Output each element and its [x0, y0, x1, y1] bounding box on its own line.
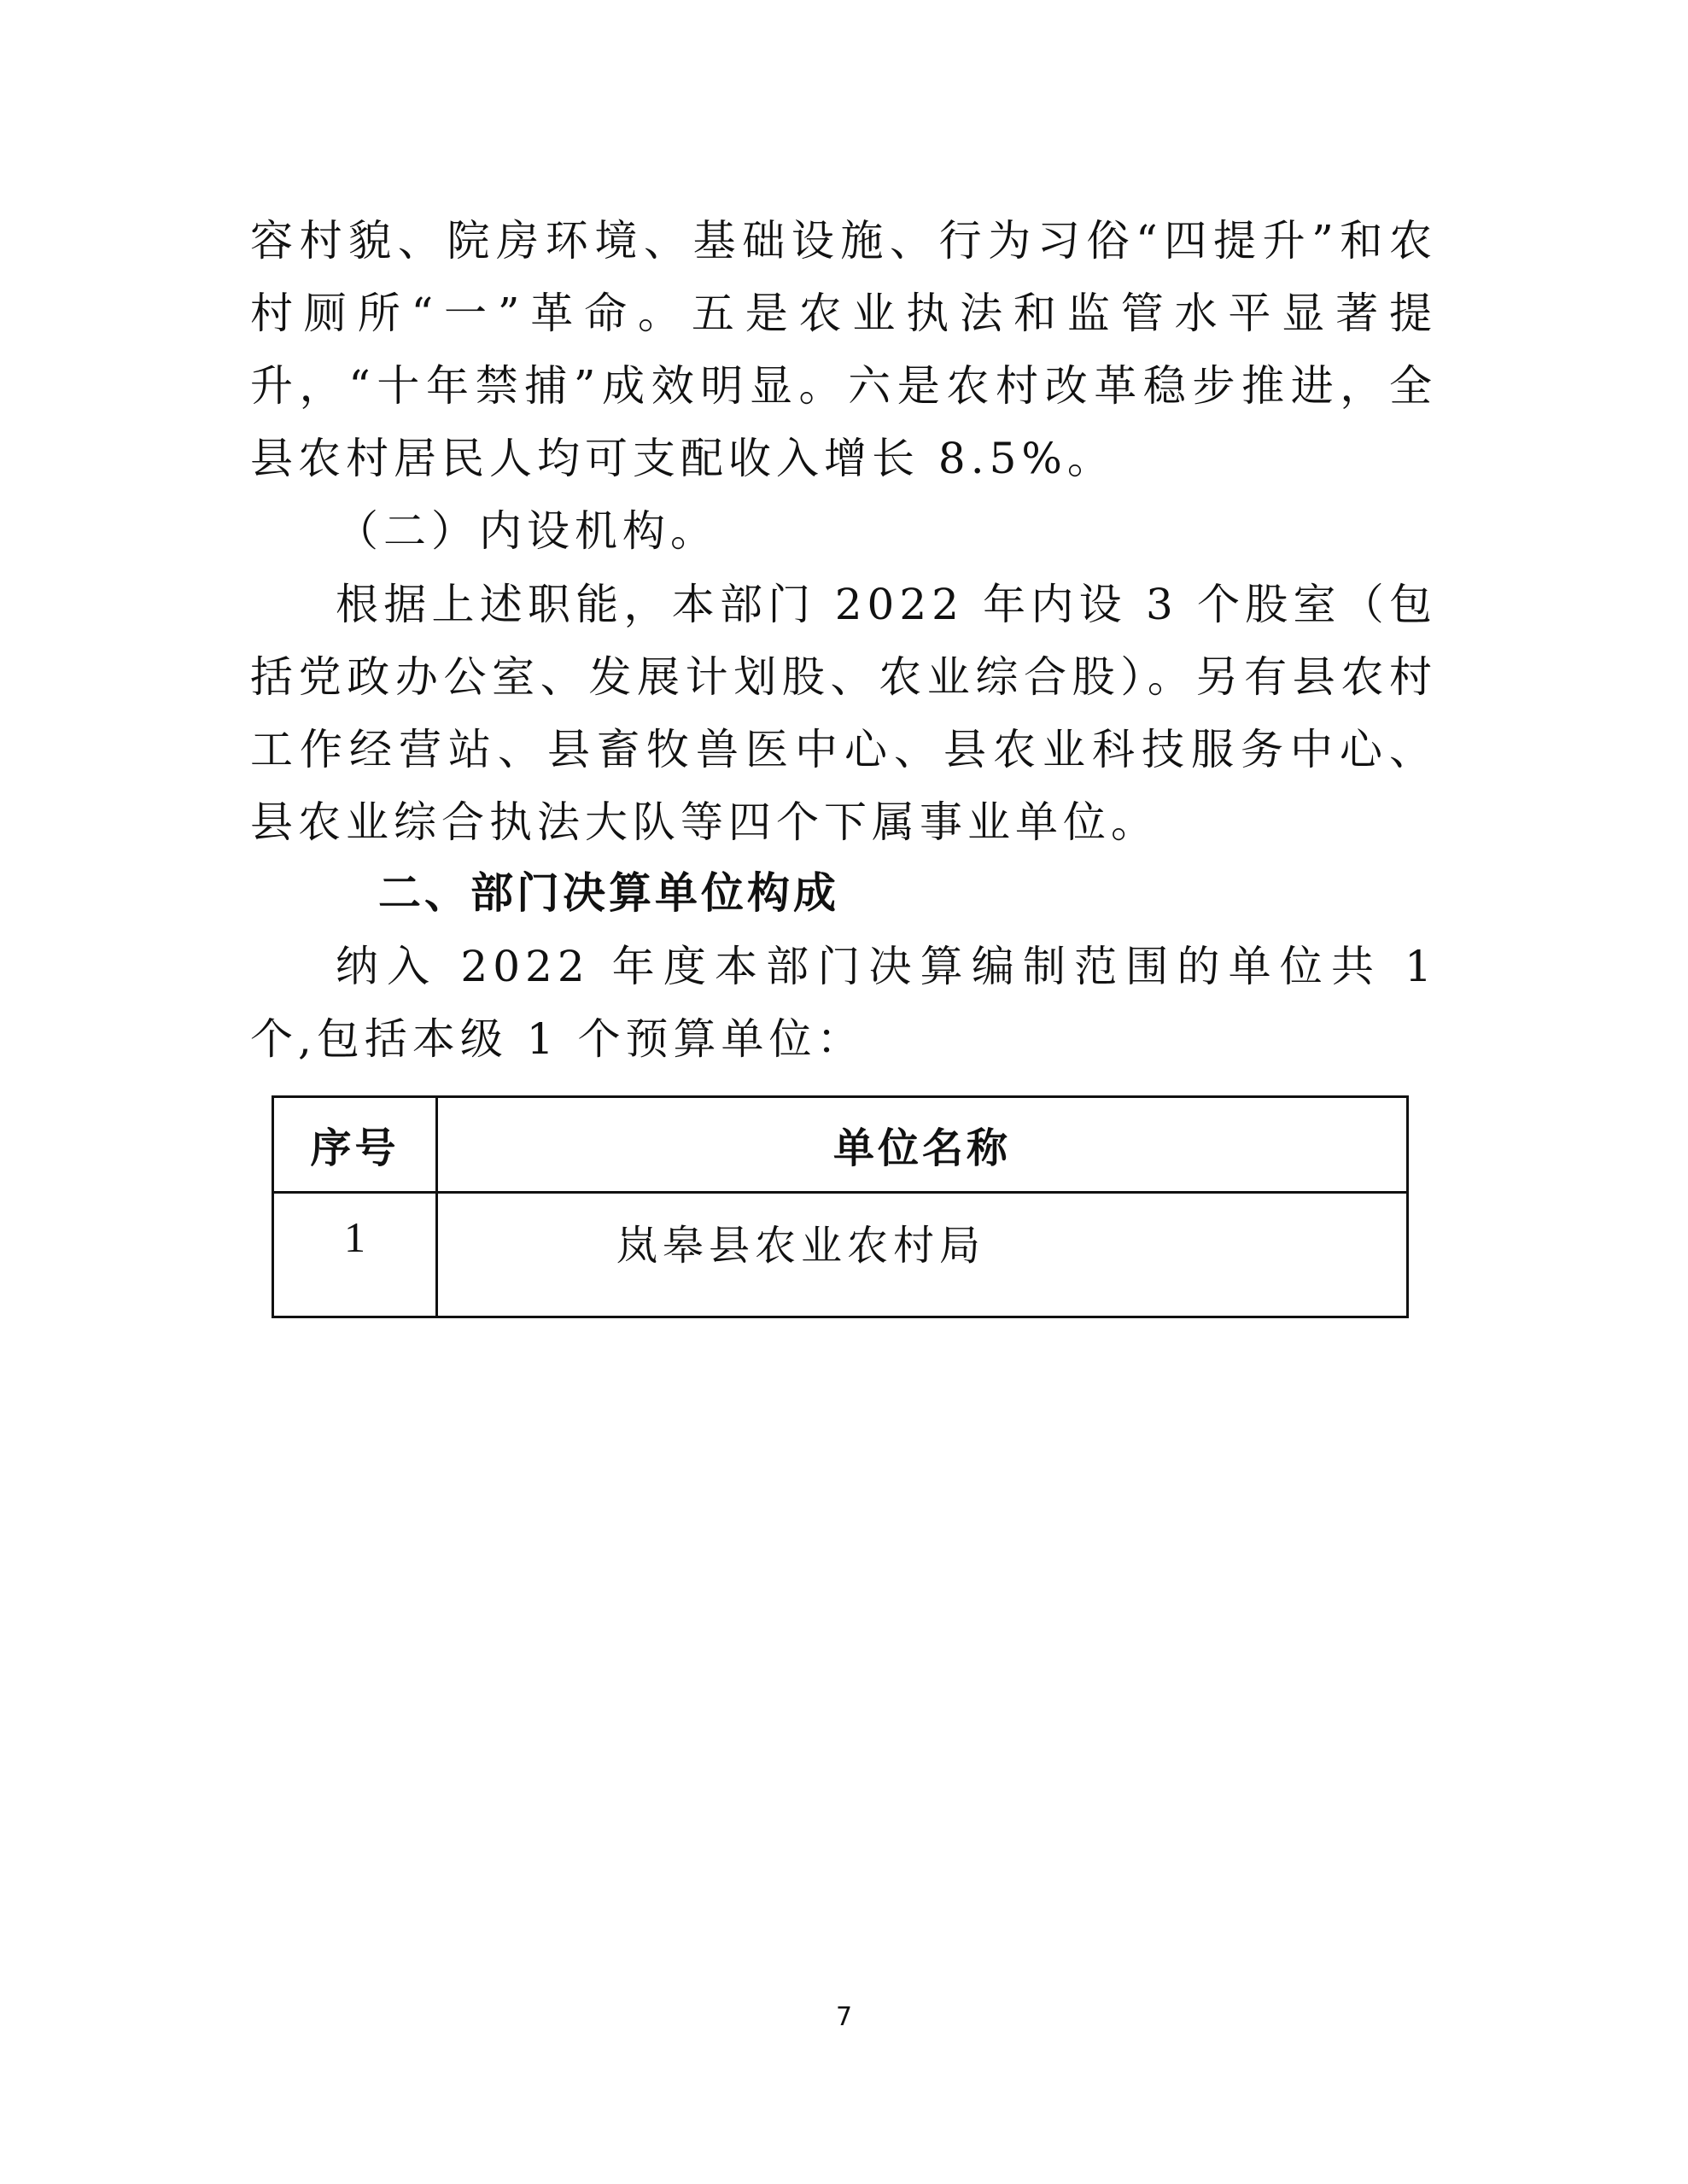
section-heading-unit-composition: 二、部门决算单位构成: [378, 868, 839, 918]
paragraph-internal-structure: 根据上述职能，本部门 2022 年内设 3 个股室（包括党政办公室、发展计划股、农业综合股）。另有县农村工作经营站、县畜牧兽医中心、县农业科技服务中心、县农业综合执法大队等四个下属事业单位。: [250, 580, 1437, 847]
subsection-heading-internal-structure: （二）内设机构。: [336, 506, 718, 556]
paragraph-units: 纳入 2022 年度本部门决算编制范围的单位共 1 个,包括本级 1 个预算单位：: [250, 942, 1437, 1064]
paragraph-continuation: 容村貌、院房环境、基础设施、行为习俗“四提升”和农村厕所“一”革命。五是农业执法和监管水平显著提升，“十年禁捕”成效明显。六是农村改革稳步推进，全县农村居民人均可支配收入增长 8.5%。: [250, 216, 1437, 483]
unit-table: [272, 1095, 1409, 1318]
page-number: 7: [835, 2002, 853, 2032]
table-cell-seq: 1: [273, 1193, 437, 1317]
table-row: [273, 1193, 1408, 1317]
table-header-seq: 序号: [273, 1097, 437, 1193]
table-cell-name: 岚皋县农业农村局: [437, 1193, 1408, 1317]
table-header-row: [273, 1097, 1408, 1193]
table-header-name: 单位名称: [437, 1097, 1408, 1193]
